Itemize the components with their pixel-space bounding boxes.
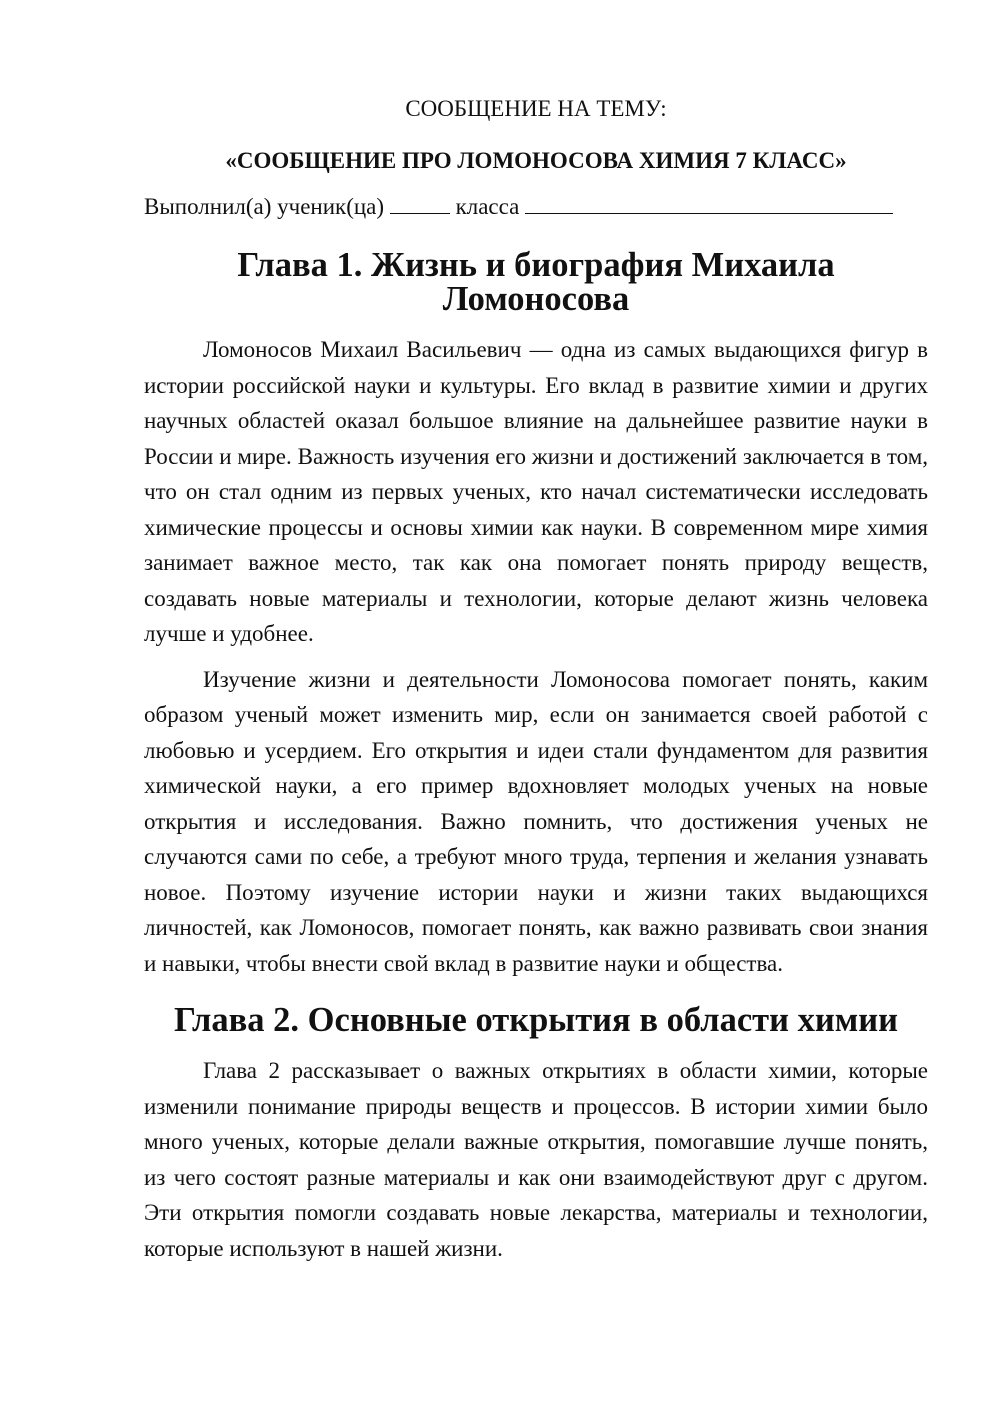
topic-label: СООБЩЕНИЕ НА ТЕМУ: (405, 96, 667, 121)
chapter-1-title: Глава 1. Жизнь и биография Михаила Ломоносова (237, 246, 835, 318)
chapter-1-paragraph-1: Ломоносов Михаил Васильевич — одна из самых выдающихся фигур в истории российской науки и культуры. Его вклад в развитие химии и других научных областей оказал большое влияние на дальнейшее развитие науки в России и мире. Важность изучения его жизни и достижений заключается в том, что он стал одним из первых ученых, кто начал систематически исследовать химические процессы и основы химии как науки. В современном мире химия занимает важное место, так как она помогает понять природу веществ, создавать новые материалы и технологии, которые делают жизнь человека лучше и удобнее. (144, 337, 928, 646)
student-line-prefix: Выполнил(а) ученик(ца) (144, 194, 390, 219)
class-number-blank (390, 191, 450, 214)
document-title: «СООБЩЕНИЕ ПРО ЛОМОНОСОВА ХИМИЯ 7 КЛАСС» (225, 148, 847, 173)
chapter-2-title: Глава 2. Основные открытия в области химии (174, 1001, 898, 1039)
chapter-2-paragraph-1: Глава 2 рассказывает о важных открытиях в области химии, которые изменили понимание природы веществ и процессов. В истории химии было много ученых, которые делали важные открытия, помогавшие лучше понять, из чего состоят разные материалы и как они взаимодействуют друг с другом. Эти открытия помогли создавать новые лекарства, материалы и технологии, которые используют в нашей жизни. (144, 1058, 928, 1261)
chapter-1-paragraph-2: Изучение жизни и деятельности Ломоносова помогает понять, каким образом ученый может изменить мир, если он занимается своей работой с любовью и усердием. Его открытия и идеи стали фундаментом для развития химической науки, а его пример вдохновляет молодых ученых на новые открытия и исследования. Важно помнить, что достижения ученых не случаются сами по себе, а требуют много труда, терпения и желания узнавать новое. Поэтому изучение истории науки и жизни таких выдающихся личностей, как Ломоносов, помогает понять, как важно развивать свои знания и навыки, чтобы внести свой вклад в развитие науки и общества. (144, 666, 928, 976)
student-line (144, 190, 928, 224)
student-name-blank (525, 191, 893, 214)
student-line-middle: класса (449, 194, 526, 219)
